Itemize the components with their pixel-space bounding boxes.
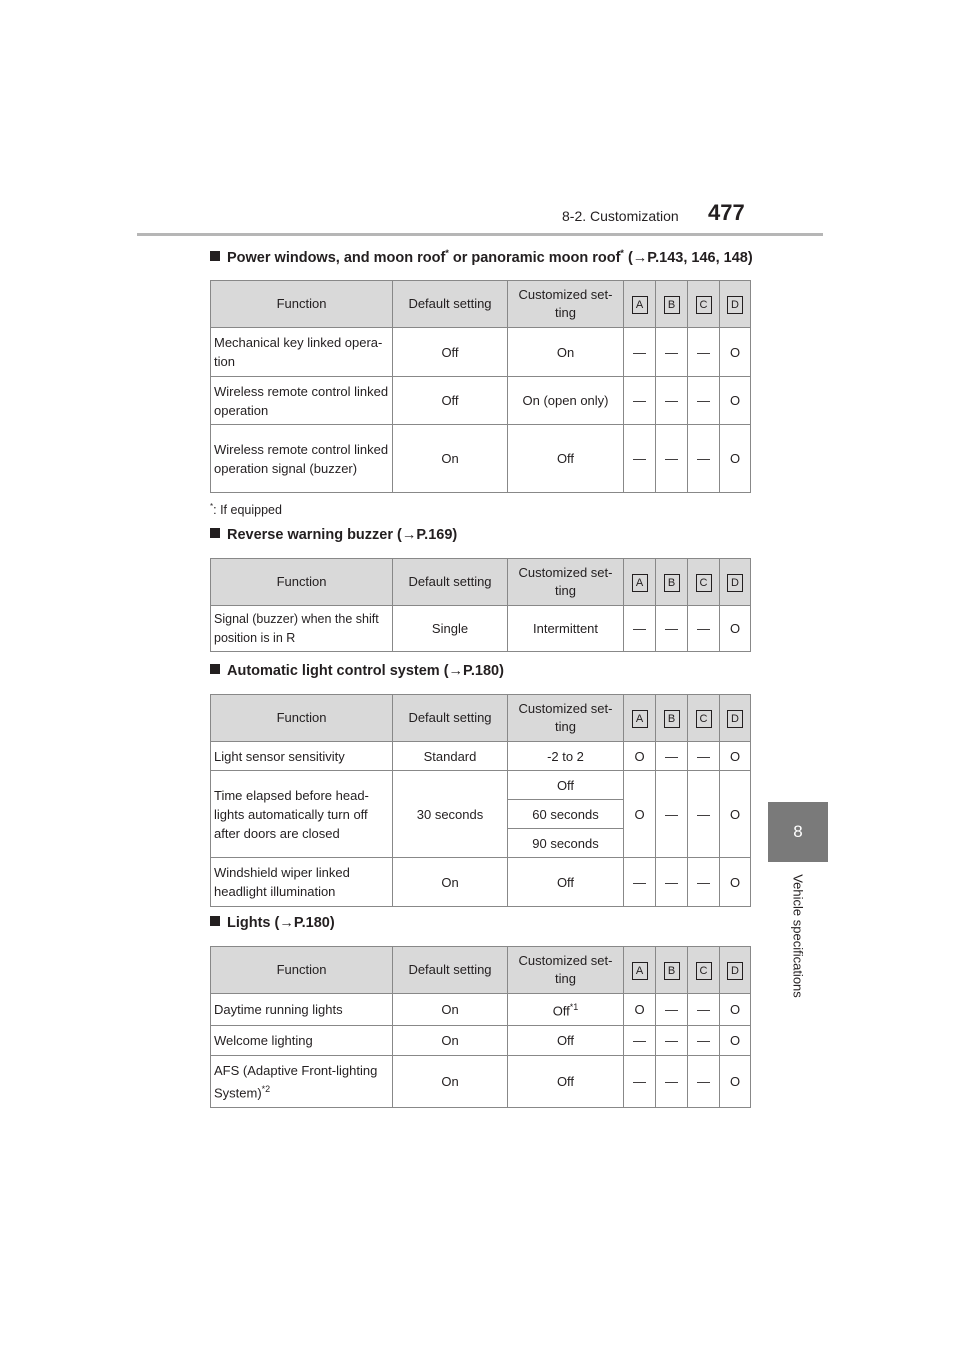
col-d bbox=[720, 947, 751, 994]
box-c: C bbox=[696, 710, 712, 728]
box-b: B bbox=[664, 574, 680, 592]
cell-function: Time elapsed before head-lights automatically turn off after doors are closed bbox=[211, 771, 393, 858]
cell-c: — bbox=[688, 1026, 720, 1056]
table-row bbox=[211, 1056, 751, 1108]
table-row bbox=[211, 606, 751, 652]
cell-default: On bbox=[393, 1026, 508, 1056]
cell-function: Welcome lighting bbox=[211, 1026, 393, 1056]
col-d bbox=[720, 281, 751, 328]
cell-d: O bbox=[720, 328, 751, 377]
cell-function: Daytime running lights bbox=[211, 994, 393, 1026]
cell-d: O bbox=[720, 858, 751, 907]
heading-power-windows bbox=[210, 248, 753, 266]
col-a bbox=[624, 559, 656, 606]
col-b bbox=[656, 947, 688, 994]
cell-a: — bbox=[624, 1026, 656, 1056]
col-custom: Customized set-ting bbox=[508, 281, 624, 328]
cell-a: O bbox=[624, 742, 656, 771]
cell-default: Off bbox=[393, 377, 508, 425]
cell-custom: On bbox=[508, 328, 624, 377]
cell-custom: Off bbox=[508, 425, 624, 493]
cell-d: O bbox=[720, 377, 751, 425]
cell-custom: -2 to 2 bbox=[508, 742, 624, 771]
cell-d: O bbox=[720, 425, 751, 493]
cell-d: O bbox=[720, 606, 751, 652]
cell-c: — bbox=[688, 425, 720, 493]
cell-default: Off bbox=[393, 328, 508, 377]
square-bullet-icon bbox=[210, 251, 220, 261]
cell-function: Signal (buzzer) when the shift position is in R bbox=[211, 606, 393, 652]
cell-d: O bbox=[720, 1056, 751, 1108]
box-b: B bbox=[664, 710, 680, 728]
col-custom: Customized set-ting bbox=[508, 695, 624, 742]
cell-default: On bbox=[393, 858, 508, 907]
box-b: B bbox=[664, 962, 680, 980]
cell-b: — bbox=[656, 377, 688, 425]
cell-default: Standard bbox=[393, 742, 508, 771]
table-row bbox=[211, 771, 751, 800]
cell-b: — bbox=[656, 858, 688, 907]
cell-function: Wireless remote control linked operation signal (buzzer) bbox=[211, 425, 393, 493]
box-d: D bbox=[727, 574, 743, 592]
box-a: A bbox=[632, 574, 648, 592]
box-c: C bbox=[696, 574, 712, 592]
box-a: A bbox=[632, 296, 648, 314]
col-b bbox=[656, 559, 688, 606]
table-lights bbox=[210, 946, 751, 1108]
col-b bbox=[656, 695, 688, 742]
table-row bbox=[211, 425, 751, 493]
col-a bbox=[624, 281, 656, 328]
cell-c: — bbox=[688, 742, 720, 771]
cell-custom-option: 90 seconds bbox=[508, 829, 624, 858]
note-mark: *1 bbox=[569, 1002, 579, 1013]
col-d bbox=[720, 695, 751, 742]
cell-b: — bbox=[656, 1056, 688, 1108]
col-default: Default setting bbox=[393, 281, 508, 328]
square-bullet-icon bbox=[210, 664, 220, 674]
cell-a: — bbox=[624, 858, 656, 907]
box-d: D bbox=[727, 296, 743, 314]
square-bullet-icon bbox=[210, 916, 220, 926]
heading-reverse-buzzer bbox=[210, 527, 457, 543]
custom-value: Off bbox=[552, 1003, 570, 1019]
footnote-text: : If equipped bbox=[213, 503, 282, 518]
box-a: A bbox=[632, 710, 648, 728]
asterisk-mark: * bbox=[445, 248, 449, 258]
cell-custom: Off bbox=[508, 1056, 624, 1108]
heading-auto-light bbox=[210, 663, 504, 679]
cell-default: On bbox=[393, 1056, 508, 1108]
cell-d: O bbox=[720, 771, 751, 858]
cell-default: On bbox=[393, 994, 508, 1026]
col-custom: Customized set-ting bbox=[508, 947, 624, 994]
cell-a: — bbox=[624, 606, 656, 652]
cell-d: O bbox=[720, 1026, 751, 1056]
col-a bbox=[624, 695, 656, 742]
note-mark: *2 bbox=[261, 1083, 271, 1094]
table-auto-light bbox=[210, 694, 751, 907]
cell-b: — bbox=[656, 1026, 688, 1056]
page-number: 477 bbox=[708, 200, 745, 225]
col-b bbox=[656, 281, 688, 328]
cell-c: — bbox=[688, 377, 720, 425]
cell-default: 30 seconds bbox=[393, 771, 508, 858]
cell-custom-option: Off bbox=[508, 771, 624, 800]
footnote-mark: * bbox=[210, 502, 214, 511]
heading-lights bbox=[210, 915, 335, 931]
cell-custom: On (open only) bbox=[508, 377, 624, 425]
col-c bbox=[688, 947, 720, 994]
col-function: Function bbox=[211, 559, 393, 606]
cell-a: O bbox=[624, 994, 656, 1026]
box-c: C bbox=[696, 296, 712, 314]
box-d: D bbox=[727, 962, 743, 980]
cell-custom: Off bbox=[508, 1026, 624, 1056]
chapter-number: 8 bbox=[793, 822, 803, 841]
cell-default: Single bbox=[393, 606, 508, 652]
col-custom: Customized set-ting bbox=[508, 559, 624, 606]
table-power-windows bbox=[210, 280, 751, 493]
asterisk-mark: * bbox=[620, 248, 624, 258]
cell-c: — bbox=[688, 771, 720, 858]
table-row bbox=[211, 1026, 751, 1056]
cell-c: — bbox=[688, 858, 720, 907]
heading-text: Lights (→P.180) bbox=[227, 915, 335, 931]
cell-function: Mechanical key linked opera-tion bbox=[211, 328, 393, 377]
cell-c: — bbox=[688, 994, 720, 1026]
cell-b: — bbox=[656, 771, 688, 858]
table-row bbox=[211, 377, 751, 425]
cell-b: — bbox=[656, 328, 688, 377]
heading-text: Automatic light control system (→P.180) bbox=[227, 663, 504, 679]
square-bullet-icon bbox=[210, 528, 220, 538]
cell-a: — bbox=[624, 377, 656, 425]
box-b: B bbox=[664, 296, 680, 314]
cell-a: — bbox=[624, 328, 656, 377]
cell-c: — bbox=[688, 606, 720, 652]
cell-function: Wireless remote control linked operation bbox=[211, 377, 393, 425]
col-c bbox=[688, 695, 720, 742]
table-row bbox=[211, 742, 751, 771]
heading-ref: (→P.143, 146, 148) bbox=[623, 249, 753, 266]
col-function: Function bbox=[211, 947, 393, 994]
table-reverse-buzzer bbox=[210, 558, 751, 652]
header-rule bbox=[137, 233, 823, 236]
cell-b: — bbox=[656, 742, 688, 771]
footnote bbox=[210, 502, 282, 517]
cell-custom: Intermittent bbox=[508, 606, 624, 652]
cell-c: — bbox=[688, 328, 720, 377]
cell-a: — bbox=[624, 1056, 656, 1108]
cell-c: — bbox=[688, 1056, 720, 1108]
chapter-title: Vehicle specifications bbox=[790, 874, 806, 998]
cell-a: — bbox=[624, 425, 656, 493]
col-default: Default setting bbox=[393, 947, 508, 994]
col-default: Default setting bbox=[393, 559, 508, 606]
col-a bbox=[624, 947, 656, 994]
cell-custom-option: 60 seconds bbox=[508, 800, 624, 829]
col-c bbox=[688, 281, 720, 328]
col-default: Default setting bbox=[393, 695, 508, 742]
col-function: Function bbox=[211, 281, 393, 328]
function-text: AFS (Adaptive Front-lighting System) bbox=[214, 1062, 378, 1101]
col-d bbox=[720, 559, 751, 606]
table-row bbox=[211, 328, 751, 377]
box-d: D bbox=[727, 710, 743, 728]
cell-function: Windshield wiper linked headlight illumination bbox=[211, 858, 393, 907]
cell-a: O bbox=[624, 771, 656, 858]
heading-text-mid: or panoramic moon roof bbox=[448, 249, 621, 266]
chapter-tab bbox=[768, 802, 828, 862]
table-row bbox=[211, 994, 751, 1026]
cell-d: O bbox=[720, 994, 751, 1026]
heading-text: Reverse warning buzzer (→P.169) bbox=[227, 527, 458, 543]
box-a: A bbox=[632, 962, 648, 980]
col-c bbox=[688, 559, 720, 606]
cell-b: — bbox=[656, 994, 688, 1026]
cell-b: — bbox=[656, 425, 688, 493]
table-row bbox=[211, 858, 751, 907]
cell-custom: Off bbox=[508, 858, 624, 907]
cell-default: On bbox=[393, 425, 508, 493]
heading-text: Power windows, and moon roof bbox=[227, 249, 446, 266]
cell-custom bbox=[508, 994, 624, 1026]
cell-d: O bbox=[720, 742, 751, 771]
cell-b: — bbox=[656, 606, 688, 652]
cell-function bbox=[211, 1056, 393, 1108]
col-function: Function bbox=[211, 695, 393, 742]
section-label: 8-2. Customization bbox=[562, 208, 679, 224]
box-c: C bbox=[696, 962, 712, 980]
cell-function: Light sensor sensitivity bbox=[211, 742, 393, 771]
